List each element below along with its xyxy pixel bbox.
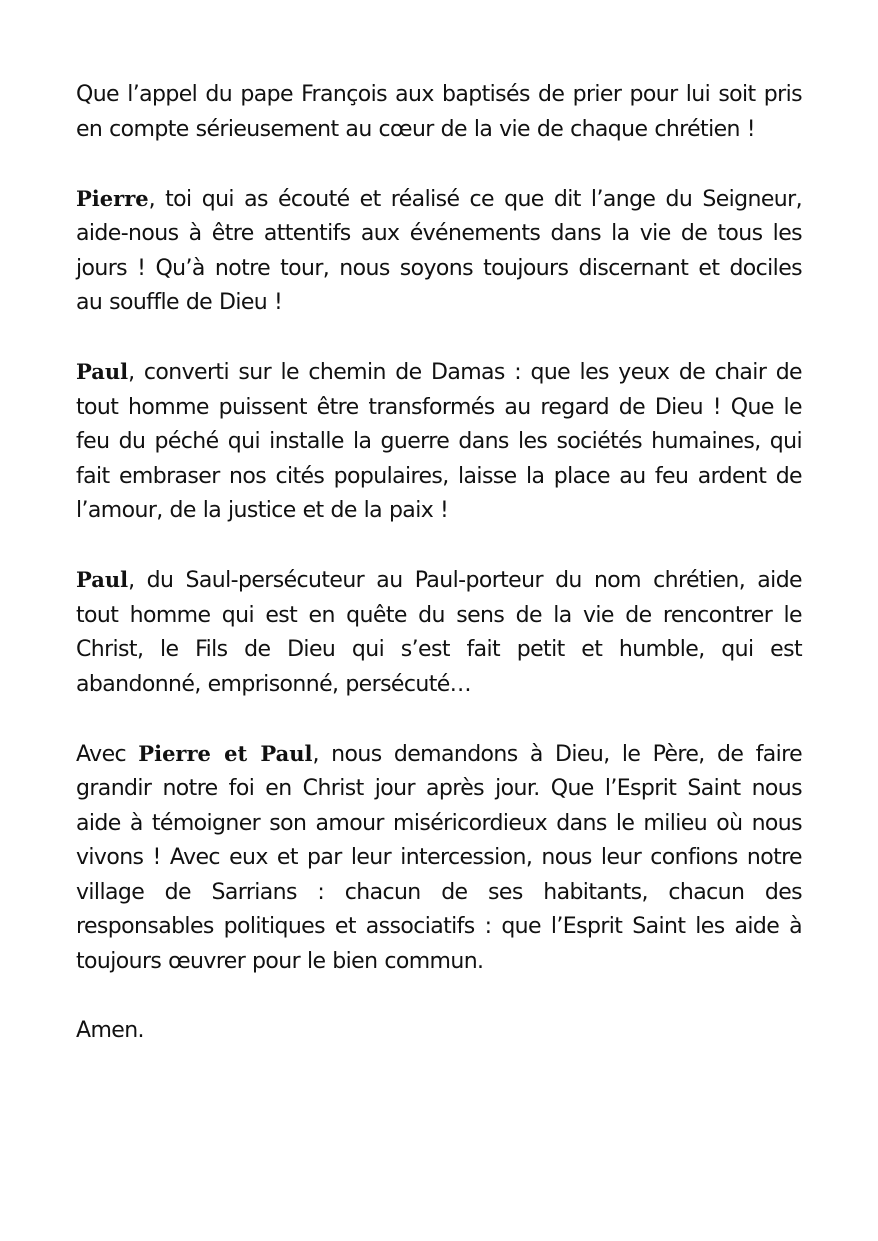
saint-name-paul: Paul (76, 359, 129, 384)
paragraph-intro-text: Que l’appel du pape François aux baptisés de prier pour lui soit pris en compte sérieusement au cœur de la vie de chaque chrétien ! (76, 82, 802, 142)
paragraph-paul-damas-text: , converti sur le chemin de Damas : que les yeux de chair de tout homme puissent être transformés au regard de Dieu ! Que le feu du péché qui installe la guerre dans les sociétés humaines, qui fait embraser nos cités populaires, laisse la place au feu ardent de l’amour, de la justice et de la paix ! (76, 360, 802, 523)
saint-name-paul: Paul (76, 567, 129, 592)
closing-amen: Amen. (76, 1017, 144, 1043)
paragraph-pierre (76, 182, 802, 321)
paragraph-pierre-et-paul (76, 737, 802, 980)
paragraph-paul-damas (76, 355, 802, 529)
paragraph-paul-saul (76, 563, 802, 702)
paragraph-intro (76, 78, 802, 147)
paragraph-pierre-et-paul-text: , nous demandons à Dieu, le Père, de faire grandir notre foi en Christ jour après jour. Que l’Esprit Saint nous aide à témoigner son amour miséricordieux dans le milieu où nous vivons ! Avec eux et par leur intercession, nous leur confions notre village de Sarrians : chacun de ses habitants, chacun des responsables politiques et associatifs : que l’Esprit Saint les aide à toujours œuvrer pour le bien commun. (76, 741, 803, 974)
saint-names-pierre-et-paul: Pierre et Paul (138, 740, 313, 766)
paragraph-pierre-text: , toi qui as écouté et réalisé ce que dit l’ange du Seigneur, aide-nous à être attentifs aux événements dans la vie de tous les jours ! Qu’à notre tour, nous soyons toujours discernant et dociles au souffle de Dieu ! (76, 186, 802, 315)
paragraph-paul-saul-text: , du Saul-persécuteur au Paul-porteur du nom chrétien, aide tout homme qui est en quête du sens de la vie de rencontrer le Christ, le Fils de Dieu qui s’est fait petit et humble, qui est abandonné, emprisonné, persécuté… (76, 568, 802, 697)
document-page (76, 78, 802, 1048)
paragraph-prefix: Avec (76, 741, 139, 767)
saint-name-pierre: Pierre (76, 185, 149, 211)
